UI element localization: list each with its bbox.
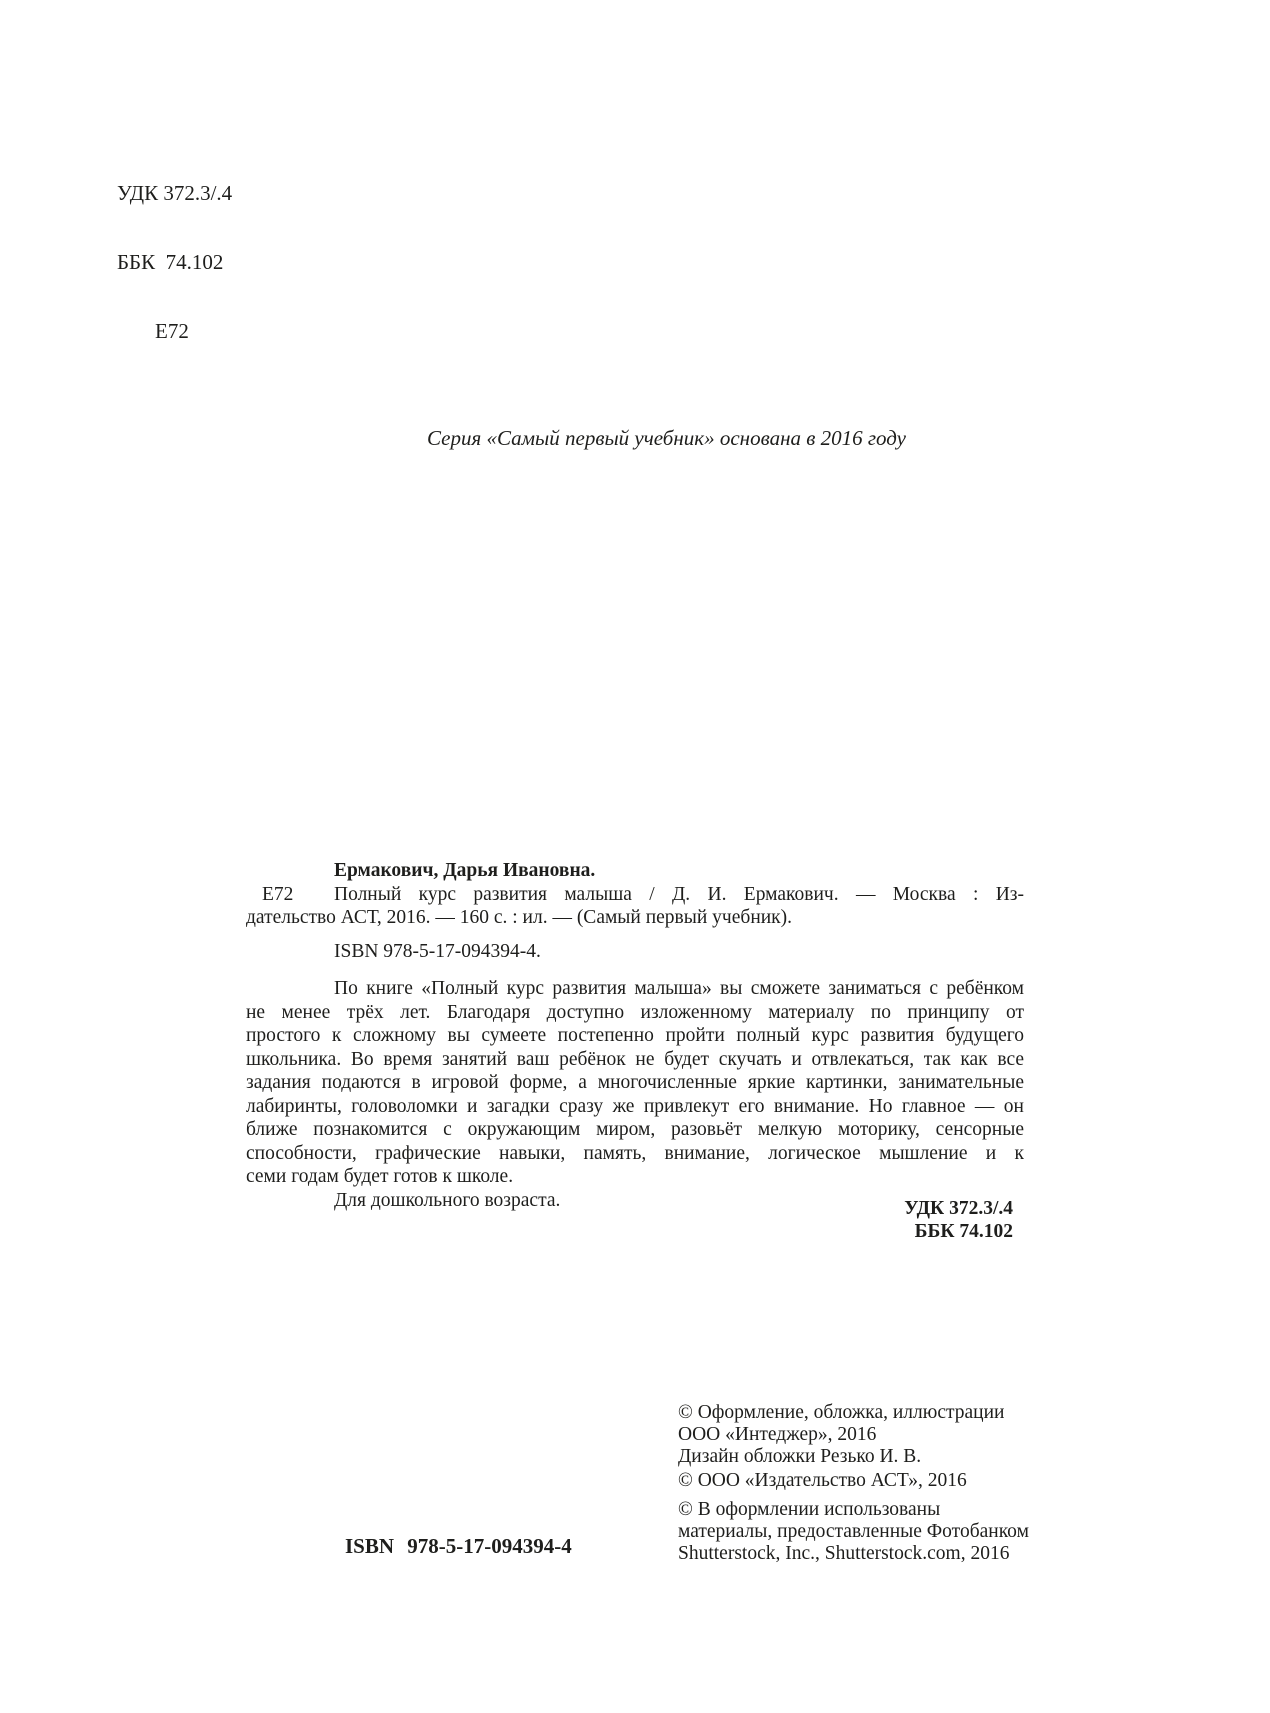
copyright-publisher-group [678, 1470, 1078, 1492]
card-description [246, 883, 1024, 930]
copyright-line: ООО «Интеджер», 2016 [678, 1423, 877, 1445]
card-margin-code: Е72 [262, 884, 294, 905]
copyright-photo-group [678, 1499, 1078, 1564]
annotation-line: задания подаются в игровой форме, а многочисленные яркие картинки, занимательные [246, 1072, 1024, 1093]
udk-code: УДК 372.3/.4 [117, 181, 233, 205]
card-author: Ермакович, Дарья Ивановна. [334, 860, 596, 881]
series-note: Серия «Самый первый учебник» основана в 2016 году [427, 426, 906, 450]
copyright-line: материалы, предоставленные Фотобанком [678, 1520, 1029, 1542]
author-sign-code: Е72 [155, 319, 189, 343]
annotation-line: семи годам будет готов к школе. [246, 1166, 514, 1187]
card-bbk: ББК 74.102 [914, 1220, 1013, 1242]
copyright-line: © В оформлении использованы [678, 1499, 941, 1521]
bottom-isbn: ISBN 978-5-17-094394-4 [345, 1534, 572, 1558]
right-codes-block [246, 1198, 1013, 1243]
bbk-code: ББК 74.102 [117, 250, 224, 274]
copyright-block [678, 1402, 1078, 1565]
annotation-line: По книге «Полный курс развития малыша» вы сможете заниматься с ребёнком [334, 978, 1024, 999]
annotation-line: школьника. Во время занятий ваш ребёнок не будет скучать и отвлекаться, так как все [246, 1048, 1024, 1070]
age-note: Для дошкольного возраста. [334, 1189, 561, 1211]
catalog-card [246, 859, 1024, 963]
description-line: Полный курс развития малыша / Д. И. Ермакович. — Москва : Из- [334, 883, 1024, 905]
copyright-line: © ООО «Издательство АСТ», 2016 [678, 1470, 967, 1492]
annotation-line: лабиринты, головоломки и загадки сразу же привлекут его внимание. Но главное — он [246, 1095, 1024, 1117]
card-udk: УДК 372.3/.4 [904, 1198, 1013, 1219]
annotation-line: способности, графические навыки, память, внимание, логическое мышление и к [246, 1142, 1024, 1164]
annotation-line: ближе познакомится с окружающим миром, разовьёт мелкую моторику, сенсорные [246, 1119, 1024, 1140]
top-codes-block [117, 136, 232, 389]
annotation-line: не менее трёх лет. Благодаря доступно изложенному материалу по принципу от [246, 1001, 1024, 1023]
annotation-block [246, 977, 1024, 1212]
copyright-line: Дизайн обложки Резько И. В. [678, 1445, 922, 1467]
copyright-design-group [678, 1402, 1078, 1467]
description-line: дательство АСТ, 2016. — 160 с. : ил. — (Самый первый учебник). [246, 907, 793, 928]
copyright-line: Shutterstock, Inc., Shutterstock.com, 2016 [678, 1542, 1010, 1564]
annotation-line: простого к сложному вы сумеете постепенно пройти полный курс развития будущего [246, 1025, 1024, 1046]
copyright-line: © Оформление, обложка, иллюстрации [678, 1402, 1005, 1423]
card-isbn: ISBN 978-5-17-094394-4. [334, 940, 541, 962]
